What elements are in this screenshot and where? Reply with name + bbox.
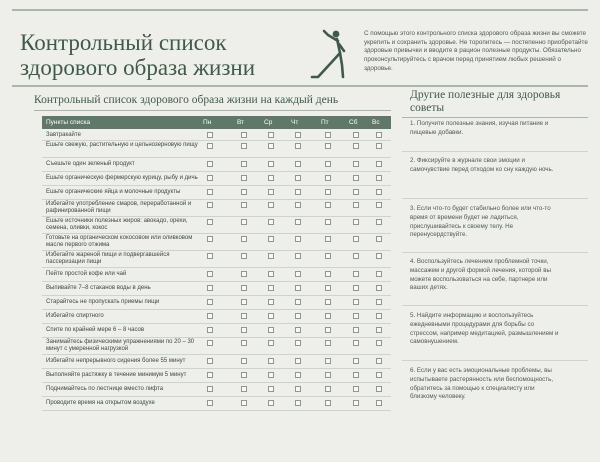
checkbox-Вт[interactable] bbox=[241, 372, 247, 378]
tip-item: 1. Получите полезные знания, изучая питание и пищевые добавки. bbox=[410, 120, 549, 136]
checkbox-Пн[interactable] bbox=[207, 236, 213, 242]
checkbox-Чт[interactable] bbox=[295, 132, 301, 138]
checkbox-Вт[interactable] bbox=[241, 132, 247, 138]
checkbox-Чт[interactable] bbox=[295, 161, 301, 167]
checkbox-Пт[interactable] bbox=[325, 236, 331, 242]
checkbox-Чт[interactable] bbox=[295, 271, 301, 277]
checklist-title-rule bbox=[34, 110, 391, 111]
tip-divider bbox=[402, 305, 588, 306]
table-row bbox=[42, 324, 391, 338]
row-label: Съешьте один зеленый продукт bbox=[46, 161, 135, 167]
checkbox-Чт[interactable] bbox=[295, 299, 301, 305]
checkbox-Вт[interactable] bbox=[241, 340, 247, 346]
checkbox-Вс[interactable] bbox=[376, 386, 382, 392]
checkbox-Сб[interactable] bbox=[353, 143, 359, 149]
top-rule bbox=[12, 9, 588, 11]
checkbox-Ср[interactable] bbox=[268, 189, 274, 195]
checkbox-Ср[interactable] bbox=[268, 285, 274, 291]
checkbox-Пт[interactable] bbox=[325, 132, 331, 138]
checkbox-Сб[interactable] bbox=[353, 132, 359, 138]
checkbox-Пн[interactable] bbox=[207, 313, 213, 319]
checkbox-Вт[interactable] bbox=[241, 400, 247, 406]
checkbox-Ср[interactable] bbox=[268, 219, 274, 225]
header-items: Пункты списка bbox=[46, 118, 91, 126]
row-label: Ешьте органическую фермерскую курицу, рыбу и дичь bbox=[46, 175, 198, 181]
tip-item: 6. Если у вас есть эмоциональные проблемы, вы испытываете растерянность или беспомощность, обратитесь за помощью к специалисту или близкому человеку. bbox=[410, 367, 554, 401]
row-label: Поднимайтесь по лестнице вместо лифта bbox=[46, 386, 164, 392]
row-label: Выполняйте растяжку в течение минимум 5 минут bbox=[46, 372, 187, 378]
checkbox-Пт[interactable] bbox=[325, 271, 331, 277]
table-row bbox=[42, 355, 391, 369]
checkbox-Вс[interactable] bbox=[376, 340, 382, 346]
checkbox-Вс[interactable] bbox=[376, 285, 382, 291]
checkbox-Сб[interactable] bbox=[353, 219, 359, 225]
checkbox-Вс[interactable] bbox=[376, 271, 382, 277]
checkbox-Чт[interactable] bbox=[295, 175, 301, 181]
checkbox-Вт[interactable] bbox=[241, 202, 247, 208]
checkbox-Вс[interactable] bbox=[376, 372, 382, 378]
header-day-1: Вт bbox=[237, 118, 245, 126]
table-row bbox=[42, 158, 391, 172]
checkbox-Чт[interactable] bbox=[295, 372, 301, 378]
checkbox-Вт[interactable] bbox=[241, 175, 247, 181]
checkbox-Чт[interactable] bbox=[295, 313, 301, 319]
checkbox-Вт[interactable] bbox=[241, 327, 247, 333]
table-row bbox=[42, 200, 391, 217]
checkbox-Чт[interactable] bbox=[295, 189, 301, 195]
checkbox-Сб[interactable] bbox=[353, 372, 359, 378]
table-row bbox=[42, 338, 391, 355]
checkbox-Пн[interactable] bbox=[207, 143, 213, 149]
checkbox-Сб[interactable] bbox=[353, 313, 359, 319]
checkbox-Пн[interactable] bbox=[207, 327, 213, 333]
checkbox-Пт[interactable] bbox=[325, 386, 331, 392]
checkbox-Сб[interactable] bbox=[353, 236, 359, 242]
checkbox-Пт[interactable] bbox=[325, 327, 331, 333]
page-title: Контрольный список здорового образа жизни bbox=[20, 30, 256, 80]
header-day-4: Пт bbox=[321, 118, 329, 126]
checkbox-Вт[interactable] bbox=[241, 189, 247, 195]
header-rule bbox=[12, 85, 588, 87]
checkbox-Ср[interactable] bbox=[268, 299, 274, 305]
checkbox-Вт[interactable] bbox=[241, 219, 247, 225]
checkbox-Пн[interactable] bbox=[207, 340, 213, 346]
table-row bbox=[42, 141, 391, 158]
tip-item: 5. Найдите информацию и воспользуйтесь ежедневными процедурами для борьбы со стрессом, например медитацией, размышлением и самовнушением. bbox=[410, 312, 559, 346]
checkbox-Вс[interactable] bbox=[376, 132, 382, 138]
checkbox-Вс[interactable] bbox=[376, 219, 382, 225]
checkbox-Вт[interactable] bbox=[241, 285, 247, 291]
checkbox-Пн[interactable] bbox=[207, 372, 213, 378]
checkbox-Пн[interactable] bbox=[207, 253, 213, 259]
row-label: Избегайте употребление смаров, переработанной и рафинированной пищи bbox=[46, 201, 192, 215]
checkbox-Сб[interactable] bbox=[353, 327, 359, 333]
table-row bbox=[42, 369, 391, 383]
checkbox-Вт[interactable] bbox=[241, 143, 247, 149]
checkbox-Вт[interactable] bbox=[241, 161, 247, 167]
tip-divider bbox=[402, 151, 588, 152]
checkbox-Пт[interactable] bbox=[325, 285, 331, 291]
checkbox-Пт[interactable] bbox=[325, 161, 331, 167]
checkbox-Ср[interactable] bbox=[268, 253, 274, 259]
checkbox-Сб[interactable] bbox=[353, 340, 359, 346]
header-day-6: Вс bbox=[372, 118, 380, 126]
row-label: Старайтесь не пропускать приемы пищи bbox=[46, 299, 160, 305]
row-label: Ешьте свежую, растительную и цельнозерновую пищу bbox=[46, 142, 198, 148]
tip-item: 4. Воспользуйтесь лечением проблемной точки, массажем и другой формой лечения, которой вы можете воспользоваться на себе, партнере или ваших детях. bbox=[410, 258, 551, 292]
table-row bbox=[42, 268, 391, 282]
checkbox-Чт[interactable] bbox=[295, 358, 301, 364]
checkbox-Пт[interactable] bbox=[325, 143, 331, 149]
checkbox-Пт[interactable] bbox=[325, 299, 331, 305]
row-label: Ешьте источники полезных жиров: авокадо, орехи, семена, оливки, кокос bbox=[46, 218, 188, 232]
checkbox-Ср[interactable] bbox=[268, 340, 274, 346]
checkbox-Ср[interactable] bbox=[268, 236, 274, 242]
table-row bbox=[42, 397, 391, 411]
checkbox-Пн[interactable] bbox=[207, 175, 213, 181]
header-day-0: Пн bbox=[203, 118, 212, 126]
checkbox-Пт[interactable] bbox=[325, 358, 331, 364]
checklist-header bbox=[42, 116, 391, 129]
checkbox-Вт[interactable] bbox=[241, 358, 247, 364]
table-row bbox=[42, 251, 391, 268]
checkbox-Вс[interactable] bbox=[376, 400, 382, 406]
checkbox-Чт[interactable] bbox=[295, 253, 301, 259]
checkbox-Ср[interactable] bbox=[268, 132, 274, 138]
checkbox-Вс[interactable] bbox=[376, 299, 382, 305]
row-label: Избегайте непрерывного сидения более 55 минут bbox=[46, 358, 186, 364]
tip-divider bbox=[402, 360, 588, 361]
checkbox-Чт[interactable] bbox=[295, 236, 301, 242]
checkbox-Вт[interactable] bbox=[241, 253, 247, 259]
table-row bbox=[42, 383, 391, 397]
checkbox-Сб[interactable] bbox=[353, 161, 359, 167]
checkbox-Пт[interactable] bbox=[325, 219, 331, 225]
checkbox-Ср[interactable] bbox=[268, 271, 274, 277]
checkbox-Сб[interactable] bbox=[353, 271, 359, 277]
checkbox-Вт[interactable] bbox=[241, 386, 247, 392]
table-row bbox=[42, 217, 391, 234]
checkbox-Вт[interactable] bbox=[241, 313, 247, 319]
checkbox-Чт[interactable] bbox=[295, 400, 301, 406]
checkbox-Ср[interactable] bbox=[268, 400, 274, 406]
checkbox-Сб[interactable] bbox=[353, 175, 359, 181]
checkbox-Вс[interactable] bbox=[376, 202, 382, 208]
row-label: Выпивайте 7–8 стаканов воды в день bbox=[46, 285, 151, 291]
checkbox-Ср[interactable] bbox=[268, 143, 274, 149]
checkbox-Вс[interactable] bbox=[376, 327, 382, 333]
header-day-3: Чт bbox=[291, 118, 299, 126]
checkbox-Пт[interactable] bbox=[325, 253, 331, 259]
checkbox-Ср[interactable] bbox=[268, 175, 274, 181]
checkbox-Ср[interactable] bbox=[268, 372, 274, 378]
table-row bbox=[42, 172, 391, 186]
checkbox-Пн[interactable] bbox=[207, 219, 213, 225]
checkbox-Чт[interactable] bbox=[295, 219, 301, 225]
checkbox-Вс[interactable] bbox=[376, 358, 382, 364]
row-label: Проводите время на открытом воздухе bbox=[46, 400, 155, 406]
checkbox-Пн[interactable] bbox=[207, 358, 213, 364]
checkbox-Вс[interactable] bbox=[376, 313, 382, 319]
checkbox-Пн[interactable] bbox=[207, 400, 213, 406]
checklist-title: Контрольный список здорового образа жизни на каждый день bbox=[34, 94, 339, 106]
checkbox-Пт[interactable] bbox=[325, 175, 331, 181]
checkbox-Чт[interactable] bbox=[295, 202, 301, 208]
checkbox-Сб[interactable] bbox=[353, 253, 359, 259]
checkbox-Вс[interactable] bbox=[376, 143, 382, 149]
checkbox-Пн[interactable] bbox=[207, 132, 213, 138]
checkbox-Вс[interactable] bbox=[376, 236, 382, 242]
checkbox-Пн[interactable] bbox=[207, 299, 213, 305]
checklist-rows bbox=[42, 129, 391, 411]
tip-item: 2. Фиксируйте в журнале свои эмоции и самочувствие перед отходом ко сну каждую ночь. bbox=[410, 157, 554, 173]
table-row bbox=[42, 282, 391, 296]
checkbox-Чт[interactable] bbox=[295, 327, 301, 333]
checkbox-Вт[interactable] bbox=[241, 299, 247, 305]
checkbox-Сб[interactable] bbox=[353, 189, 359, 195]
row-label: Завтракайте bbox=[46, 132, 81, 138]
tips-title: Другие полезные для здоровья советы bbox=[410, 89, 561, 114]
checkbox-Ср[interactable] bbox=[268, 202, 274, 208]
row-label: Готовьте на органическом кокосовом или оливковом масле первого отжима bbox=[46, 235, 193, 249]
checkbox-Сб[interactable] bbox=[353, 202, 359, 208]
table-row bbox=[42, 186, 391, 200]
checkbox-Ср[interactable] bbox=[268, 161, 274, 167]
checkbox-Чт[interactable] bbox=[295, 340, 301, 346]
checkbox-Ср[interactable] bbox=[268, 327, 274, 333]
checkbox-Сб[interactable] bbox=[353, 386, 359, 392]
row-label: Пейте простой кофе или чай bbox=[46, 271, 127, 277]
checkbox-Пт[interactable] bbox=[325, 400, 331, 406]
tips-title-rule bbox=[402, 117, 588, 118]
checkbox-Пт[interactable] bbox=[325, 313, 331, 319]
row-label: Ешьте органические яйца и молочные продукты bbox=[46, 189, 181, 195]
checkbox-Пн[interactable] bbox=[207, 285, 213, 291]
checkbox-Пн[interactable] bbox=[207, 161, 213, 167]
checkbox-Вс[interactable] bbox=[376, 189, 382, 195]
checkbox-Пн[interactable] bbox=[207, 271, 213, 277]
checkbox-Сб[interactable] bbox=[353, 299, 359, 305]
checkbox-Сб[interactable] bbox=[353, 400, 359, 406]
checkbox-Ср[interactable] bbox=[268, 313, 274, 319]
header-day-5: Сб bbox=[349, 118, 358, 126]
table-row bbox=[42, 129, 391, 141]
checkbox-Ср[interactable] bbox=[268, 358, 274, 364]
checkbox-Сб[interactable] bbox=[353, 358, 359, 364]
checkbox-Ср[interactable] bbox=[268, 386, 274, 392]
checkbox-Пт[interactable] bbox=[325, 372, 331, 378]
checkbox-Пт[interactable] bbox=[325, 202, 331, 208]
row-label: Избегайте жареной пищи и подвергавшейся пассеризации пищи bbox=[46, 252, 170, 266]
table-row bbox=[42, 310, 391, 324]
row-label: Спите по крайней мере 6 – 8 часов bbox=[46, 327, 145, 333]
row-label: Избегайте спиртного bbox=[46, 313, 104, 319]
checkbox-Пт[interactable] bbox=[325, 189, 331, 195]
checkbox-Вс[interactable] bbox=[376, 253, 382, 259]
checkbox-Чт[interactable] bbox=[295, 143, 301, 149]
intro-text: С помощью этого контрольного списка здорового образа жизни вы сможете укрепить и сохранить здоровье. Не торопитесь — постепенно приобретайте здоровые привычки и вводите в рацион полезные продукты. Обязательно проконсультируйтесь с врачом перед принятием любых решений о здоровье. bbox=[364, 30, 588, 72]
row-label: Занимайтесь физическими упражнениями по 20 – 30 минут с умеренной нагрузкой bbox=[46, 339, 195, 353]
checkbox-Вс[interactable] bbox=[376, 175, 382, 181]
checkbox-Вт[interactable] bbox=[241, 236, 247, 242]
checkbox-Вс[interactable] bbox=[376, 161, 382, 167]
checkbox-Чт[interactable] bbox=[295, 285, 301, 291]
checkbox-Пн[interactable] bbox=[207, 202, 213, 208]
checkbox-Пн[interactable] bbox=[207, 189, 213, 195]
header-day-2: Ср bbox=[264, 118, 273, 126]
checkbox-Пт[interactable] bbox=[325, 340, 331, 346]
tip-divider bbox=[402, 198, 588, 199]
checkbox-Пн[interactable] bbox=[207, 386, 213, 392]
checkbox-Чт[interactable] bbox=[295, 386, 301, 392]
checkbox-Вт[interactable] bbox=[241, 271, 247, 277]
table-row bbox=[42, 234, 391, 251]
table-row bbox=[42, 296, 391, 310]
checkbox-Сб[interactable] bbox=[353, 285, 359, 291]
yoga-pose-icon bbox=[310, 29, 346, 79]
tip-item: 3. Если что-то будет стабильно более или что-то время от времени будет не ладиться, прислушивайтесь к своему телу. Не перенусердствуйте. bbox=[410, 205, 551, 239]
tip-divider bbox=[402, 252, 588, 253]
